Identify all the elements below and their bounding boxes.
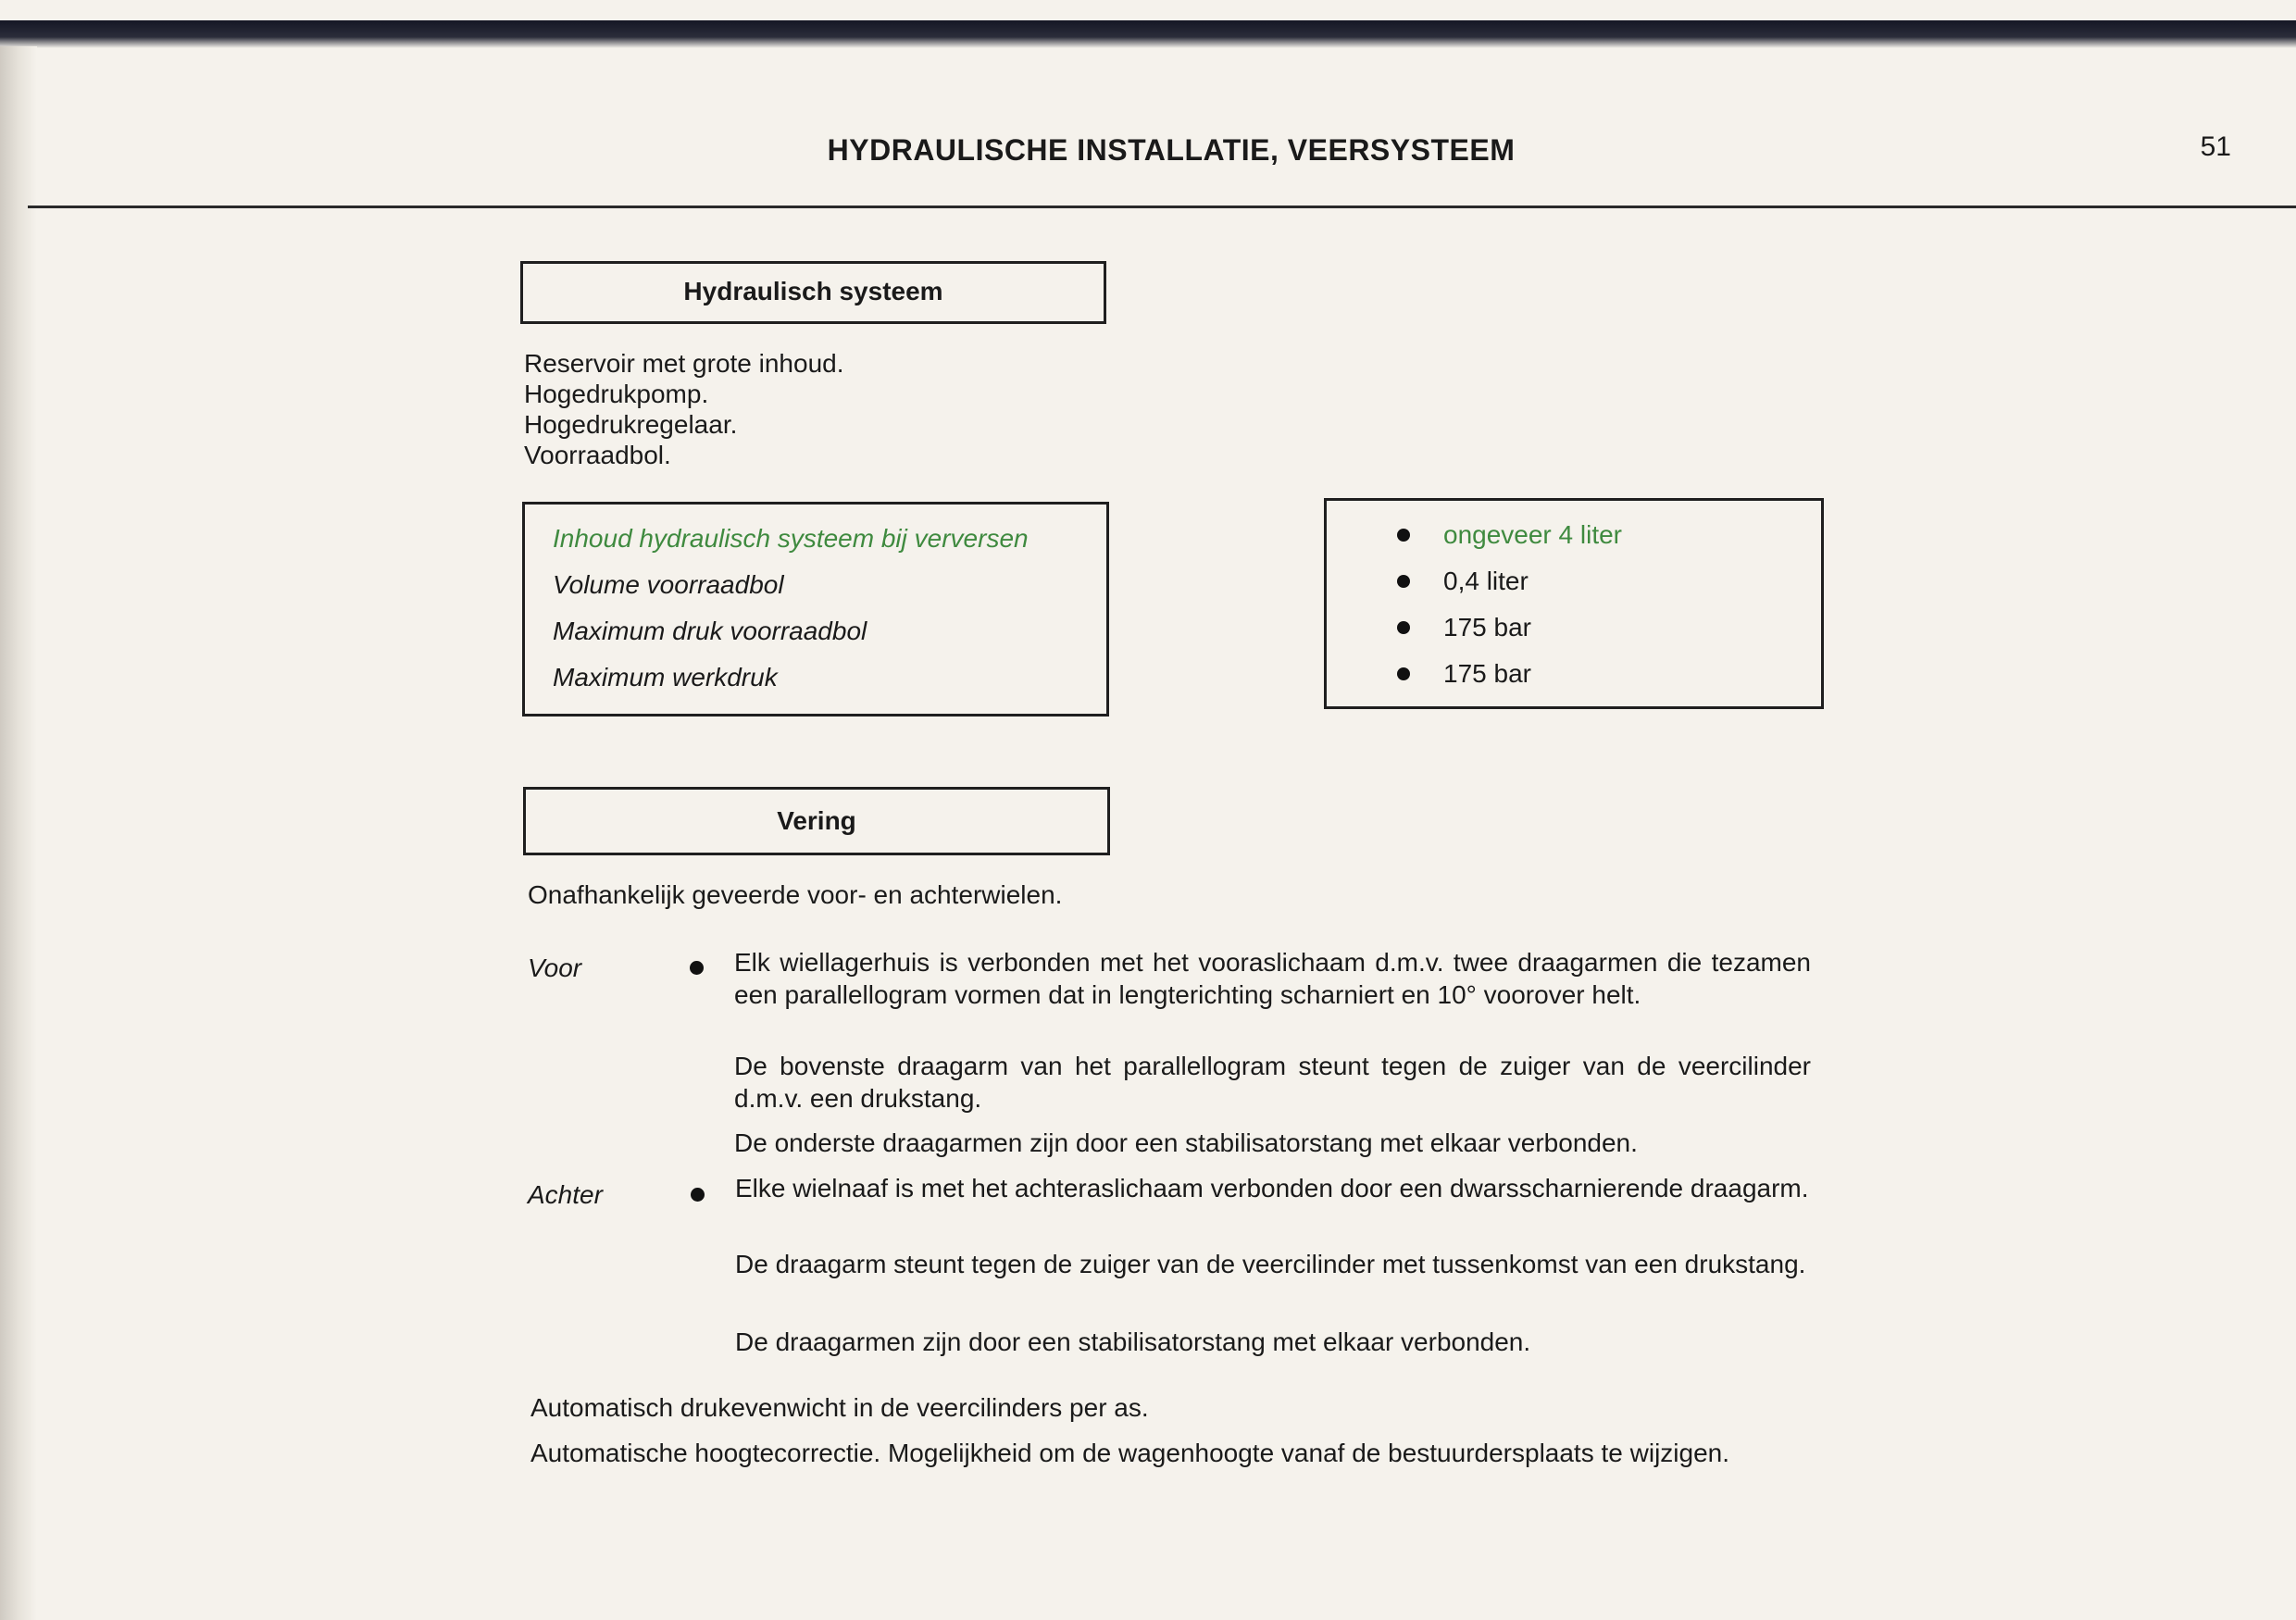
spec-value-text: 0,4 liter xyxy=(1443,567,1529,595)
spec-value xyxy=(1397,558,1821,604)
spec-label: Maximum druk voorraadbol xyxy=(553,617,867,645)
spec-label: Maximum werkdruk xyxy=(553,663,778,692)
front-paragraph: De bovenste draagarm van het parallellogram steunt tegen de zuiger van de veercilinder d.m.v. een drukstang. xyxy=(734,1052,1811,1113)
front-label: Voor xyxy=(528,953,582,982)
bullet-icon xyxy=(690,961,704,975)
component-item: Reservoir met grote inhoud. xyxy=(524,349,844,378)
spec-value xyxy=(1397,651,1821,697)
spec-value-text: ongeveer 4 liter xyxy=(1443,520,1623,549)
spec-value xyxy=(1397,512,1821,558)
component-item: Hogedrukregelaar. xyxy=(524,410,738,439)
rear-paragraph: De draagarmen zijn door een stabilisatorstang met elkaar verbonden. xyxy=(735,1327,1531,1356)
page-number: 51 xyxy=(2200,131,2231,162)
spec-label: Inhoud hydraulisch systeem bij verversen xyxy=(553,524,1029,553)
suspension-section-title: Vering xyxy=(777,806,856,835)
rear-paragraph: De draagarm steunt tegen de zuiger van de veercilinder met tussenkomst van een drukstang. xyxy=(735,1250,1806,1278)
component-item: Hogedrukpomp. xyxy=(524,380,709,408)
suspension-intro: Onafhankelijk geveerde voor- en achterwielen. xyxy=(528,880,1063,909)
page-title: HYDRAULISCHE INSTALLATIE, VEERSYSTEEM xyxy=(827,133,1516,167)
spec-values-box xyxy=(1324,498,1824,709)
front-paragraph: De onderste draagarmen zijn door een stabilisatorstang met elkaar verbonden. xyxy=(734,1128,1638,1157)
spec-label: Volume voorraadbol xyxy=(553,570,784,599)
spec-labels-box xyxy=(522,502,1109,717)
suspension-note: Automatisch drukevenwicht in de veercilinders per as. xyxy=(530,1393,1149,1422)
spec-value-text: 175 bar xyxy=(1443,613,1531,642)
page-top-edge xyxy=(0,20,2296,48)
bullet-icon xyxy=(1397,621,1410,634)
suspension-section-heading xyxy=(523,787,1110,855)
page-binding-shadow xyxy=(0,46,37,1620)
bullet-icon xyxy=(1397,575,1410,588)
spec-value-text: 175 bar xyxy=(1443,659,1531,688)
suspension-note: Automatische hoogtecorrectie. Mogelijkheid om de wagenhoogte vanaf de bestuurdersplaats te wijzigen. xyxy=(530,1439,1729,1467)
hydraulic-section-heading xyxy=(520,261,1106,324)
bullet-icon xyxy=(1397,667,1410,680)
component-item: Voorraadbol. xyxy=(524,441,671,469)
spec-value xyxy=(1397,604,1821,651)
rear-paragraph: Elke wielnaaf is met het achteraslichaam verbonden door een dwarsscharnierende draagarm. xyxy=(735,1174,1809,1203)
rear-label: Achter xyxy=(528,1180,603,1209)
front-paragraph: Elk wiellagerhuis is verbonden met het vooraslichaam d.m.v. twee draagarmen die tezamen een parallellogram vormen dat in lengterichting scharniert en 10° voorover helt. xyxy=(734,948,1811,1009)
hydraulic-components-list xyxy=(524,348,844,470)
header-rule xyxy=(28,206,2296,208)
bullet-icon xyxy=(691,1188,705,1202)
bullet-icon xyxy=(1397,529,1410,542)
hydraulic-section-title: Hydraulisch systeem xyxy=(683,277,943,305)
